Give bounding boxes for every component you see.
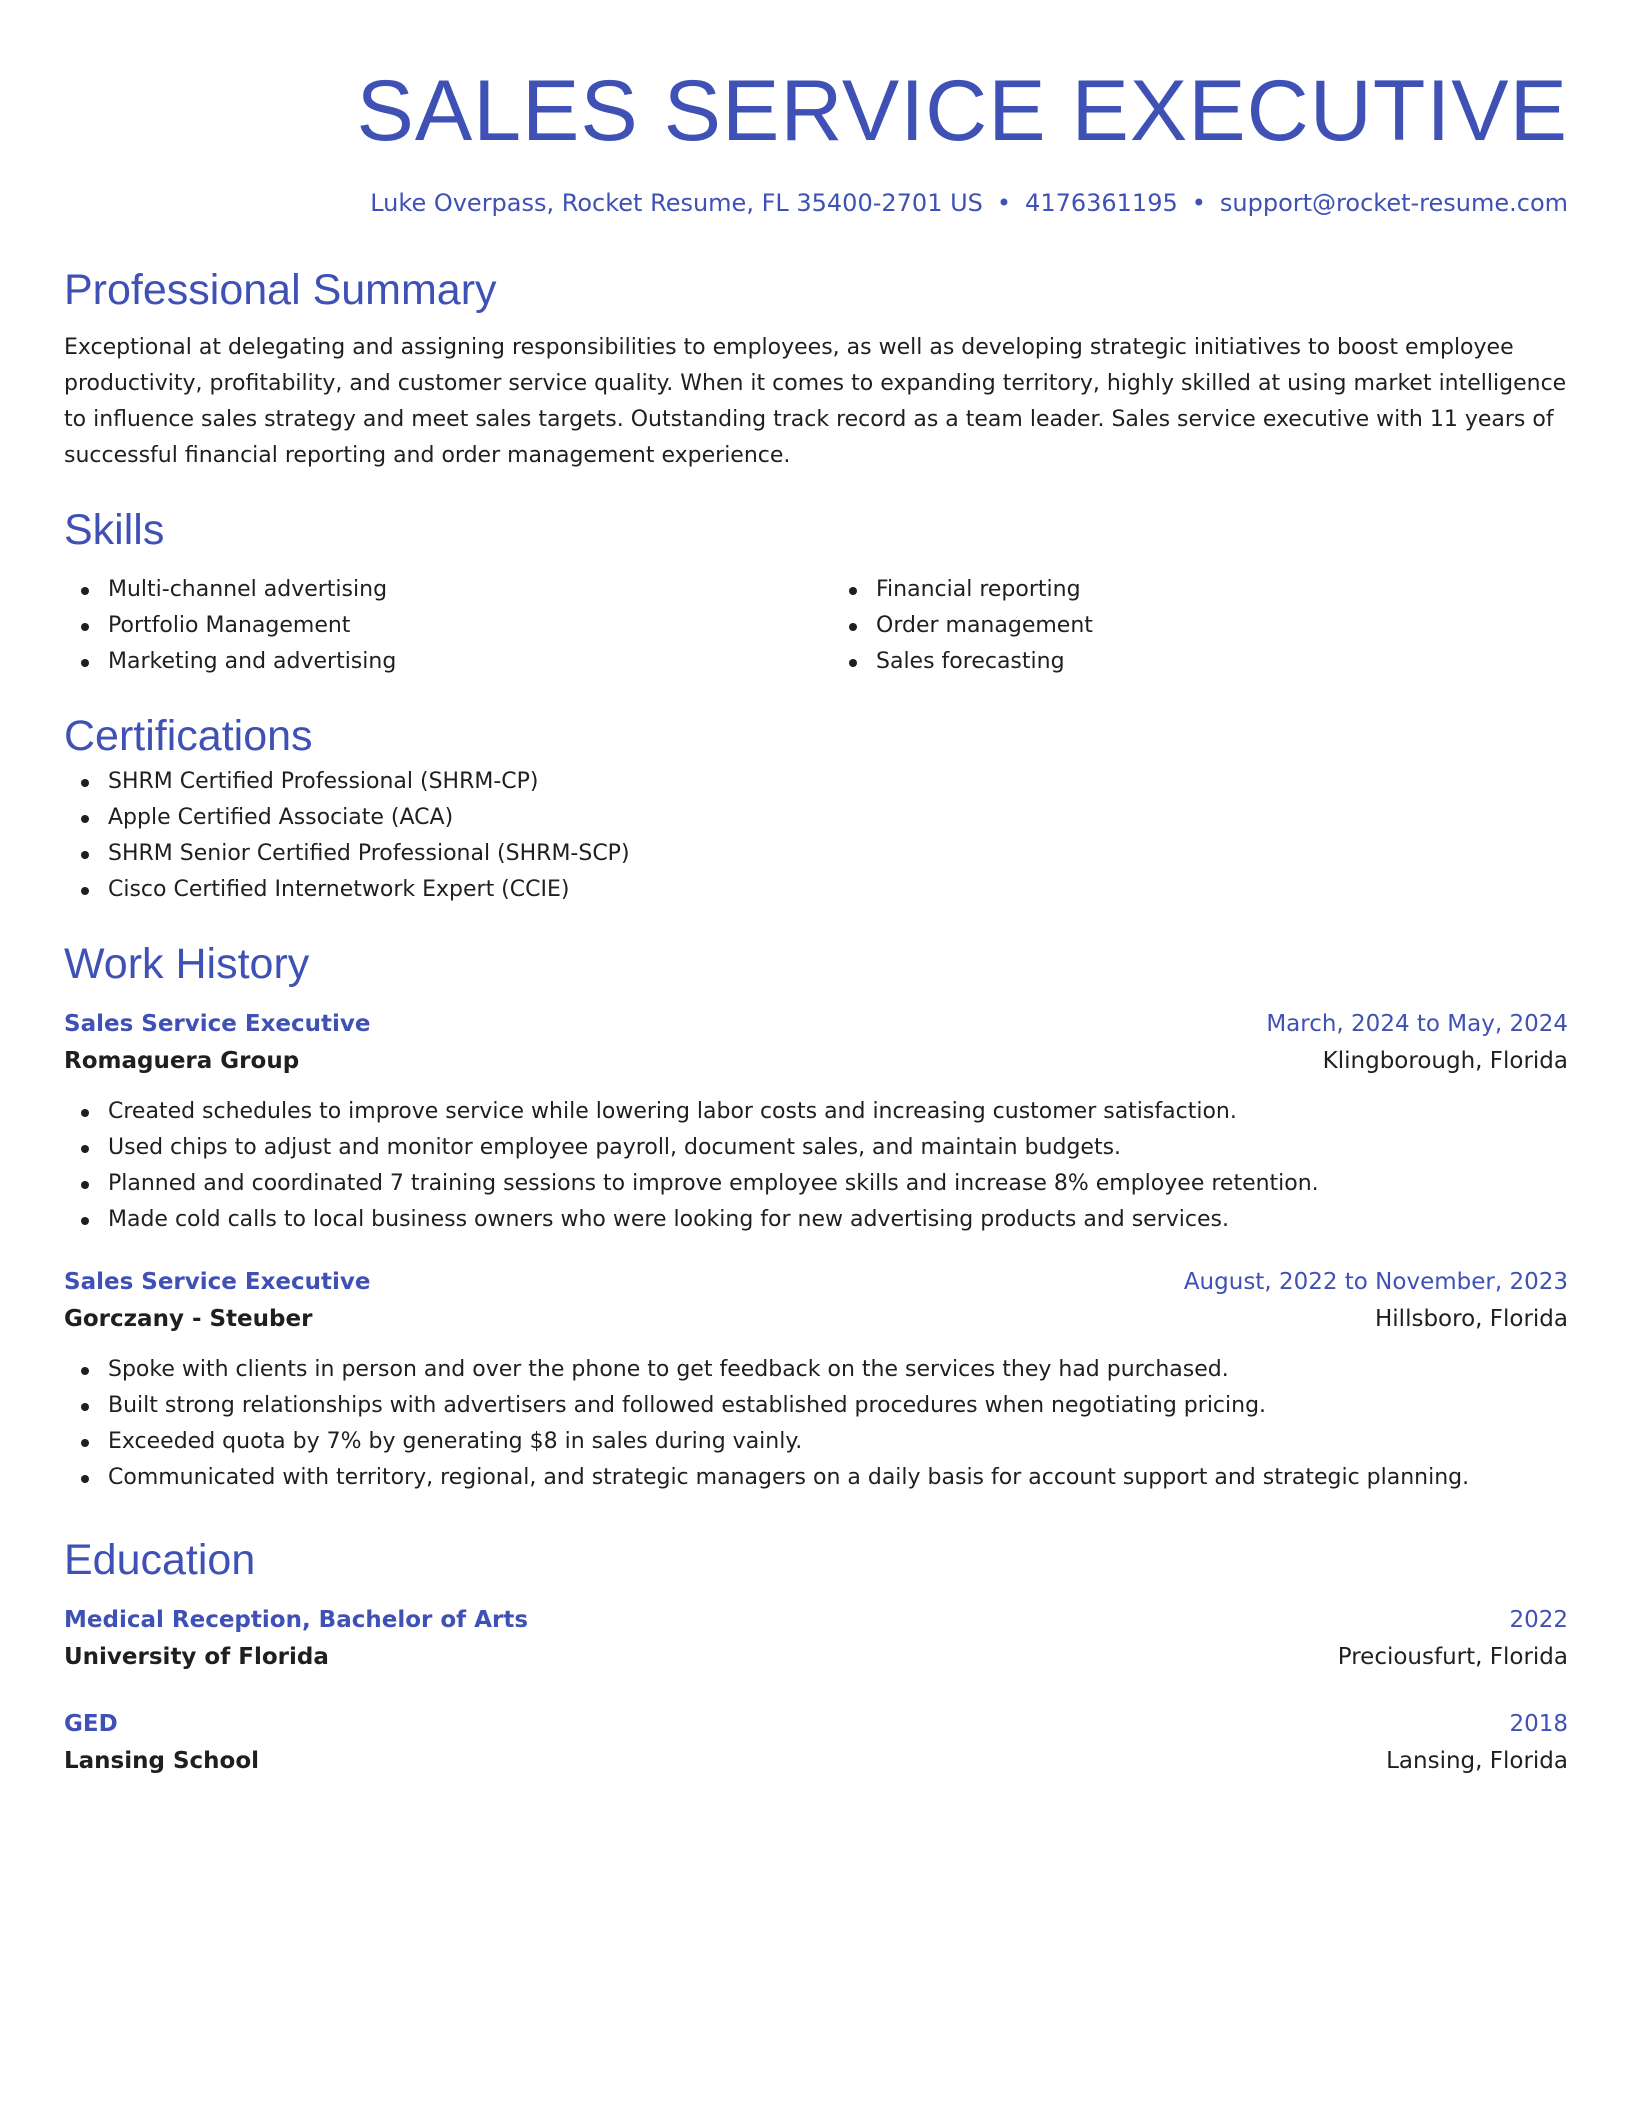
education-header-row [64,1602,1568,1638]
education-school-row [64,1638,1568,1676]
skill-item: Financial reporting [832,572,1568,608]
education-degree: Medical Reception, Bachelor of Arts [64,1607,529,1633]
education-year: 2022 [1509,1607,1568,1633]
skill-item: Sales forecasting [832,644,1568,680]
education-year: 2018 [1509,1711,1568,1737]
skills-list-right [832,572,1568,680]
contact-address: Luke Overpass, Rocket Resume, FL 35400-2701 US [370,189,983,217]
job-bullet: Made cold calls to local business owners who were looking for new advertising products and services. [64,1202,1568,1238]
job-bullet: Created schedules to improve service while lowering labor costs and increasing customer satisfaction. [64,1094,1568,1130]
job-bullets [64,1352,1568,1496]
job-role: Sales Service Executive [64,1269,371,1295]
skills-list-left [64,572,800,680]
work-history [64,1006,1568,1496]
summary-text: Exceptional at delegating and assigning responsibilities to employees, as well as developing strategic initiatives to boost employee productivity, profitability, and customer service quality. When it comes to expanding territory, highly skilled at using market intelligence to influence sales strategy and meet sales targets. Outstanding track record as a team leader. Sales service executive with 11 years of successful financial reporting and order management experience. [64,335,1567,468]
education-location: Lansing, Florida [1386,1748,1568,1774]
skill-item: Marketing and advertising [64,644,800,680]
education-entry [64,1706,1568,1780]
resume-title: SALES SERVICE EXECUTIVE [356,63,1568,159]
job-dates: March, 2024 to May, 2024 [1266,1011,1568,1037]
education-entry [64,1602,1568,1676]
job-header-row [64,1006,1568,1042]
education-school-row [64,1742,1568,1780]
job-bullet: Used chips to adjust and monitor employee payroll, document sales, and maintain budgets. [64,1130,1568,1166]
section-title-certifications: Certifications [64,712,313,760]
contact-phone[interactable]: 4176361195 [1025,189,1178,217]
job-location: Hillsboro, Florida [1375,1306,1568,1332]
job-org-row [64,1300,1568,1338]
certification-item: Cisco Certified Internetwork Expert (CCIE) [64,872,1568,908]
education-school: Lansing School [64,1748,260,1774]
contact-email[interactable]: support@rocket-resume.com [1219,189,1568,217]
job-bullet: Exceeded quota by 7% by generating $8 in sales during vainly. [64,1424,1568,1460]
job-bullet: Planned and coordinated 7 training sessions to improve employee skills and increase 8% employee retention. [64,1166,1568,1202]
section-title-skills: Skills [64,506,165,554]
job-entry [64,1006,1568,1238]
contact-separator: • [996,189,1012,217]
certification-item: SHRM Certified Professional (SHRM-CP) [64,764,1568,800]
skills-grid [64,572,1568,680]
job-location: Klingborough, Florida [1322,1048,1568,1074]
certification-item: Apple Certified Associate (ACA) [64,800,1568,836]
job-dates: August, 2022 to November, 2023 [1183,1269,1568,1295]
certification-item: SHRM Senior Certified Professional (SHRM-SCP) [64,836,1568,872]
job-bullet: Communicated with territory, regional, and strategic managers on a daily basis for account support and strategic planning. [64,1460,1568,1496]
certifications-list [64,764,1568,908]
contact-separator: • [1191,189,1206,217]
section-title-summary: Professional Summary [64,266,497,314]
job-bullets [64,1094,1568,1238]
skill-item: Order management [832,608,1568,644]
job-org-row [64,1042,1568,1080]
contact-line [64,186,1568,220]
job-bullet: Spoke with clients in person and over the phone to get feedback on the services they had purchased. [64,1352,1568,1388]
skill-item: Multi-channel advertising [64,572,800,608]
skill-item: Portfolio Management [64,608,800,644]
job-company: Romaguera Group [64,1048,300,1074]
section-title-education: Education [64,1536,256,1584]
education-school: University of Florida [64,1644,329,1670]
job-role: Sales Service Executive [64,1011,371,1037]
education-degree: GED [64,1711,118,1737]
education-list [64,1602,1568,1780]
education-location: Preciousfurt, Florida [1337,1644,1568,1670]
job-bullet: Built strong relationships with advertisers and followed established procedures when negotiating pricing. [64,1388,1568,1424]
job-header-row [64,1264,1568,1300]
section-title-work-history: Work History [64,940,310,988]
job-company: Gorczany - Steuber [64,1306,313,1332]
education-header-row [64,1706,1568,1742]
job-entry [64,1264,1568,1496]
